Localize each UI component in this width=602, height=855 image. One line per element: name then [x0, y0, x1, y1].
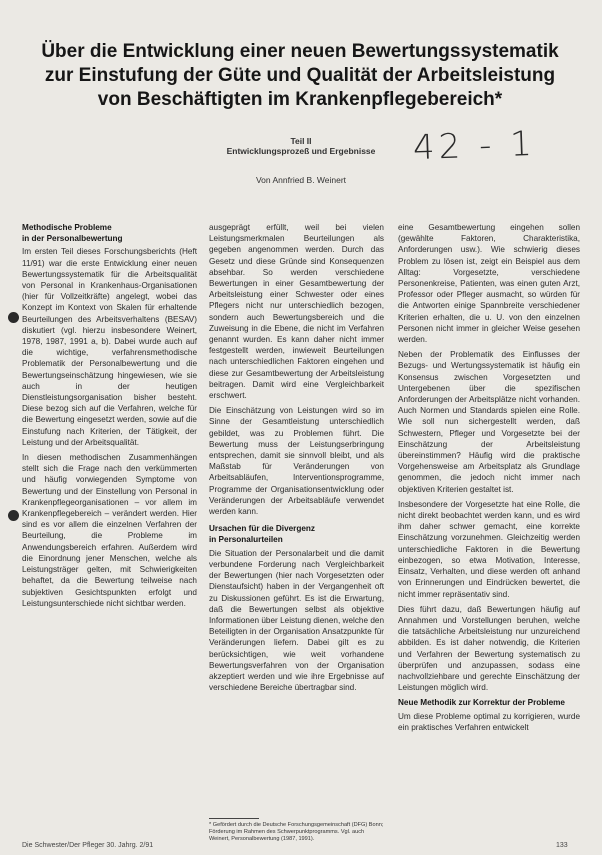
paragraph: eine Gesamtbewertung eingehen sollen (gewählte Faktoren, Charakteristika, Anforderungen usw.). Wie schwierig dieses Problem zu lösen ist, zeigt ein Beispiel aus dem Alltag: Vorgesetzte, verschiedene Personenkreise, Patienten, was einen guten Arzt, Professor oder Pfleger ausmacht, so würden für die Antworten einige Spannbreite verschiedener Kriterien erhalten, die u. U. von den einzelnen Personen nicht immer in gleicher Weise gesehen werden. [398, 223, 580, 345]
heading-line-1: Ursachen für die Divergenz [209, 524, 316, 534]
paragraph: Die Einschätzung von Leistungen wird so im Sinne der Gesamtleistung unterschiedlich gebildet, was zu Problemen führt. Die Bewertung muss der Leistungserbringung entsprechen, damit sie sinnvoll bleibt, und als Maßstab für Veränderungen von Arbeitsabläufen, Interventionsprogramme, Programme der Organisationsentwicklung oder Veränderungen der Arbeitsabläufe verwendet werden kann. [209, 406, 384, 517]
footnote: * Gefördert durch die Deutsche Forschungsgemeinschaft (DFG) Bonn; Förderung im Rahmen des Schwerpunktprogramms. Vgl. auch Weinert, Personalbewertung (1987, 1991). [209, 822, 384, 842]
column-2 [209, 222, 384, 852]
paragraph: Insbesondere der Vorgesetzte hat eine Rolle, die nicht direkt beobachtet werden kann, und es wird ihm daher schwer gemacht, eine korrekte Einschätzung vorzunehmen. Gleichzeitig werden unterschiedliche Faktoren in die Bewertung einbezogen, so etwa Motivation, Interesse, Einsatz, Verhalten, und diese werden oft anhand von Erinnerungen und Eindrücken bewertet, die nicht immer repräsentativ sind. [398, 499, 580, 599]
footnote-rule [209, 818, 259, 819]
paragraph: Um diese Probleme optimal zu korrigieren, wurde ein praktisches Verfahren entwickelt [398, 711, 580, 732]
part-subtitle: Entwicklungsprozeß und Ergebnisse [226, 146, 376, 156]
author-byline: Von Annfried B. Weinert [255, 175, 347, 185]
footer-journal: Die Schwester/Der Pfleger 30. Jahrg. 2/91 [22, 842, 154, 849]
section-heading [209, 523, 384, 545]
scan-blot [8, 312, 19, 323]
paragraph: Neben der Problematik des Einflusses der Bezugs- und Wertungssystematik ist häufig ein Konsensus zwischen Vorgesetzten und Untergebenen über die spezifischen Anforderungen der Arbeitsplätze nicht vorhanden. Auch Normen und Standards spielen eine Rolle. Wie soll nun sichergestellt werden, daß Schwestern, Pfleger und Vorgesetzte bei der Einschätzung der Arbeitsleistung übereinstimmen? Häufig wird die praktische Vorgehensweise am Arbeitsplatz als Grundlage genommen, die jedoch nicht immer nach objektiven Kriterien gestaltet ist. [398, 350, 580, 494]
section-heading: Neue Methodik zur Korrektur der Probleme [398, 698, 565, 708]
article-title [40, 40, 560, 112]
paragraph: Im ersten Teil dieses Forschungsberichts (Heft 11/91) war die erste Entwicklung einer neuen Bewertungssystematik für die Arbeitsqualität von Personal in Krankenhaus-Organisationen (hier für Vollzeitkräfte) angelegt, wobei das Konzept im Kontext von Skalen für erhaltende Beurteilungen des Arbeitsverhaltens (BESAV) diskutiert (vgl. hierzu insbesondere Weinert, 1978, 1987, 1991 a, b). Dabei wurde auch auf die wichtige, verfahrensmethodische Problematik der Personalbewertung und die Bewertungseinschätzung hingewiesen, wie sie auch in der heutigen Dienstleistungsorganisation bisher besteht. Diese bezog sich auf die Verfahren, welche für die Bewertung eingesetzt werden, sowie auf die Einstufung nach Kriterien, der Tätigkeit, der Leistung und der Arbeitsqualität. [22, 247, 197, 447]
paragraph: ausgeprägt erfüllt, weil bei vielen Leistungsmerkmalen Beurteilungen als gegeben angenommen werden. Durch das Gesetz und diese Gründe sind Konsequenzen absehbar. So werden verschiedene Bewertungen in einer Gesamtbewertung der Arbeitsleistung einer Schwester oder eines Pflegers nicht nur unterschiedlich bezogen, sondern auch Bewertungsbereich und die Zuweisung in die Ebene, die nicht im Verfahren genannt wurden. Es kann daher nicht immer festgestellt werden, inwieweit Beurteilungen nach unterschiedlichen Faktoren eingehen und diese zur Gesamtbewertung der Arbeitsleistung beitragen. Damit wird eine Vergleichbarkeit erschwert. [209, 223, 384, 401]
heading-line-1: Methodische Probleme [22, 223, 112, 232]
heading-line-2: in der Personalbewertung [22, 234, 123, 244]
column-1 [22, 222, 197, 802]
handwritten-note: 42 - 1 [412, 123, 537, 169]
paragraph: Dies führt dazu, daß Bewertungen häufig auf Annahmen und Vorstellungen beruhen, welche die tatsächliche Arbeitsleistung nur unzureichend abbilden. Es ist daher notwendig, die Kriterien und Verfahren der Bewertung systematisch zu überprüfen und anzupassen, sodass eine nachvollziehbare und gerechte Einschätzung der Leistungen möglich wird. [398, 604, 580, 693]
heading-line-2: in Personalurteilen [209, 535, 283, 545]
part-label: Teil II [290, 136, 312, 146]
paragraph: Die Situation der Personalarbeit und die damit verbundene Forderung nach Vergleichbarkeit der Bewertungen (hier nach Vorgesetzten oder Dienstaufsicht) haben in der Vergangenheit oft zu Diskussionen geführt. Es ist die Erwartung, daß die Bewertungen selbst als objektive Informationen über Leistung dienen, welche den Beteiligten in der Organisation Ansatzpunkte für Veränderungen liefern. Dabei gilt es zu berücksichtigen, wie weit vorhandene Bewertungsverfahren von der Organisation akzeptiert werden und wie ihre Ergebnisse auf verschiedene Bereiche übertragbar sind. [209, 548, 384, 693]
title-line-3: von Beschäftigten im Krankenpflegebereich* [97, 89, 503, 110]
scan-blot [8, 510, 19, 521]
title-line-2: zur Einstufung der Güte und Qualität der Arbeitsleistung [44, 65, 556, 86]
title-line-1: Über die Entwicklung einer neuen Bewertungssystematik [41, 41, 559, 62]
footer-page-number: 133 [556, 842, 568, 849]
paragraph: In diesen methodischen Zusammenhängen stellt sich die Frage nach den verkümmerten und häufig vorwiegenden Symptome von Bewertung und der Einstellung von Personal in Krankenpflegeorganisationen – vor allem im Krankenpflegebereich – verändert werden. Hier sind es vor allem die einzelnen Verfahren der Beurteilung, die Probleme im Anwendungsbereich erfahren. Außerdem wird die Einordnung jener Menschen, welche als Leistungsträger gelten, mit Schwierigkeiten behaftet, da die Bewertung teilweise nach subjektiven Gesichtspunkten erfolgt und Leistungsunterschiede nicht sichtbar werden. [22, 453, 197, 608]
column-3 [398, 222, 580, 852]
section-heading [22, 222, 197, 244]
